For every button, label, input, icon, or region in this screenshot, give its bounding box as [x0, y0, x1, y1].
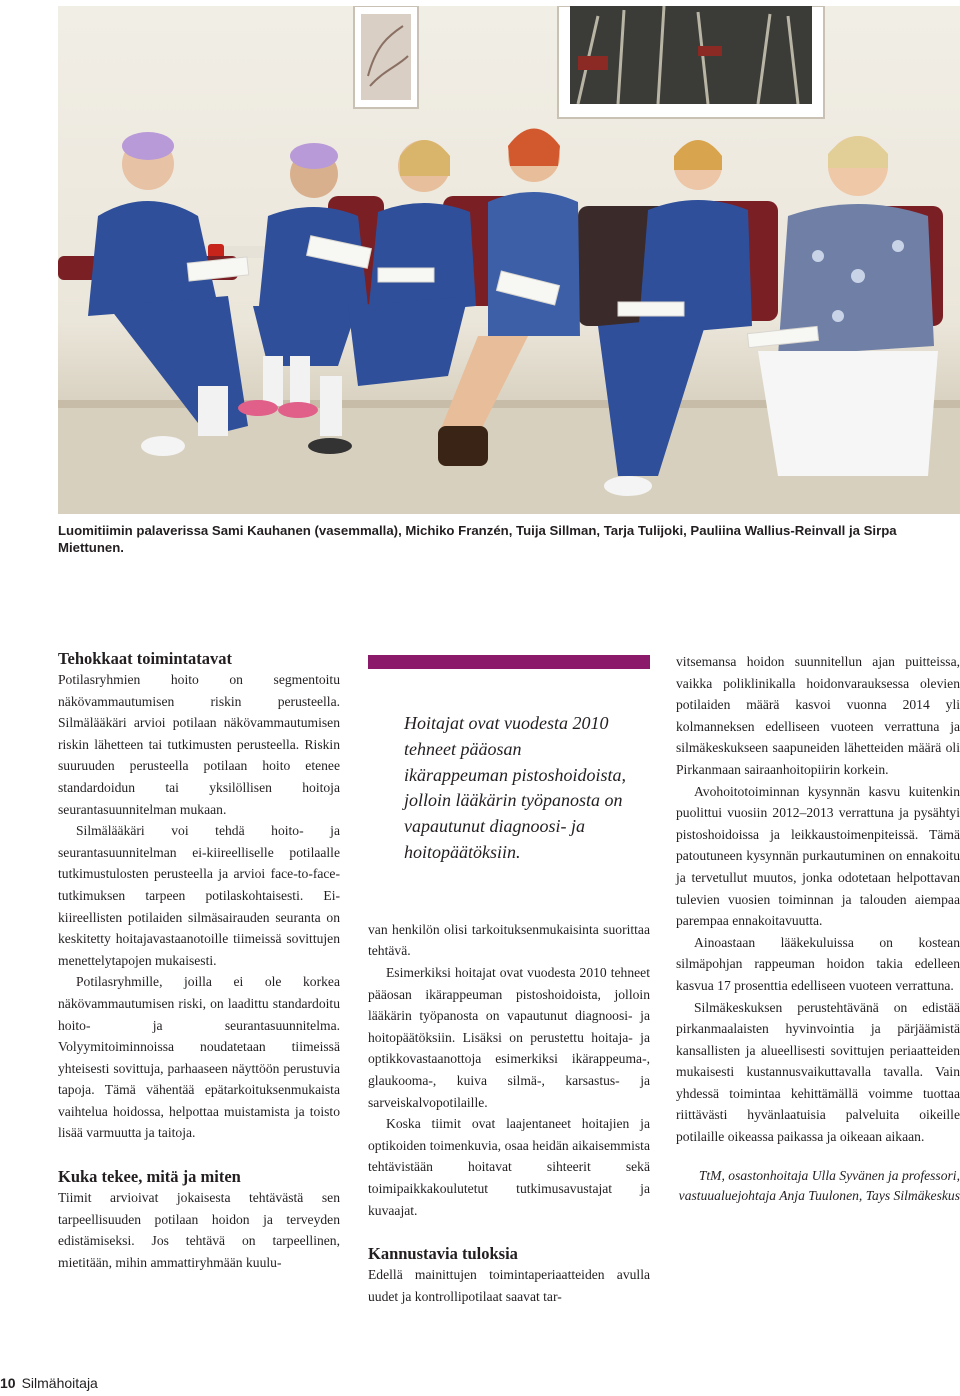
- photo-caption: Luomitiimin palaverissa Sami Kauhanen (vasemmalla), Michiko Franzén, Tuija Sillman, Tarja Tulijoki, Pauliina Wallius-Reinvall ja Sirpa Miettunen.: [58, 523, 897, 555]
- paragraph: Ainoastaan lääkekuluissa on kostean silmäpohjan rappeuman hoidon takia edelleen kasvua 17 prosenttia edelliseen vuoteen verrattuna.: [676, 934, 960, 993]
- paragraph: Avohoitotoiminnan kysynnän kasvu kuitenkin puolittui vuosiin 2012–2013 verrattuna ja pysähtyi pistoshoidoissa ja leikkaustoimenpiteissä. Tämä patoutuneen kysynnän purkautuminen on ennakoitu ja tervetullut muutos, jonka odotetaan helpottavan tulevien vuosien toiminnan ja talouden aiempaa parempaa ennakoitavuutta.: [676, 783, 960, 929]
- paragraph: Edellä mainittujen toimintaperiaatteiden avulla uudet ja kontrollipotilaat saavat tar-: [368, 1267, 650, 1304]
- column-2: [368, 655, 650, 1307]
- paragraph: van henkilön olisi tarkoituksenmukaisinta suorittaa tehtävä.: [368, 921, 650, 959]
- article-photo: [58, 6, 960, 514]
- paragraph: Silmälääkäri voi tehdä hoito- ja seurantasuunnitelman ei-kiireelliselle potilaalle tutkimustulosten perusteella ja arvioi face-to-face-tutkimuksen tarpeen potilaskohtaisesti. Ei-kiireellisten potilaiden silmäsairauden seuranta on keskitetty hoitajavastaanotoille tiimeissä sovittujen menettelytapojen mukaisesti.: [58, 823, 340, 968]
- paragraph: Silmäkeskuksen perustehtävänä on edistää pirkanmaalaisten hyvinvointia ja pärjäämistä kansallisten ja alueellisesti sovittujen periaatteiden mukaisesti kustannusvaikuttavalla tavalla. Vain yhdessä toimintaa kehittämällä voimme tuottaa riittävästi hyvänlaatuisia palveluita oikeille potilaille oikeassa paikassa ja oikeaan aikaan.: [676, 999, 960, 1145]
- wall-picture-small-art: [361, 14, 411, 100]
- column-3: [676, 651, 960, 1207]
- paragraph: Potilasryhmille, joilla ei ole korkea näkövammautumisen riski, on laadittu standardoitu hoito- ja seurantasuunnitelma. Volyymitoiminnoissa noudatetaan tiimeissä yhteisesti sovittuja, parhaaseen näyttöön perustuvia tapoja. Tämä vähentää epätarkoituksenmukaista vaihtelua hoidossa, helpottaa muistamista ja toisto lisää varmuutta ja taitoja.: [58, 974, 340, 1141]
- accent-bar: [368, 655, 650, 669]
- heading-kuka-tekee: Kuka tekee, mitä ja miten: [58, 1167, 241, 1187]
- paragraph: vitsemansa hoidon suunnitellun ajan puitteissa, vaikka poliklinikalla hoidonvarauksessa olevien potilaiden määrä kasvoi vuonna 2014 yli kolmanneksen edelliseen vuoteen verrattuna ja silmäkeskukseen saapuneiden lähetteiden määrä oli Pirkanmaan sairaanhoitopiirin korkein.: [676, 654, 960, 777]
- paragraph: Esimerkiksi hoitajat ovat vuodesta 2010 tehneet pääosan ikärappeuman pistoshoidoista, jolloin lääkärin työpanosta on vapautunut diagnoosi- ja hoitopäätöksiin. Lisäksi on perustettu hoitaja- ja optikkovastaanottoja esimerkiksi ikärappeuma-, glaukooma-, kuiva silmä-, karsastus- ja sarveiskalvopotilaille.: [368, 964, 650, 1110]
- wall-picture-large-art: [570, 6, 812, 104]
- heading-tehokkaat: Tehokkaat toimintatavat: [58, 649, 233, 668]
- person-6: [758, 136, 938, 476]
- heading-kannustavia: Kannustavia tuloksia: [368, 1244, 518, 1264]
- paragraph: Potilasryhmien hoito on segmentoitu näkövammautumisen riskin perusteella. Silmälääkäri arvioi potilaan näkövammautumisen riskin lähetteen tai tutkimusten perusteella. Riskin suuruuden perusteella potilaan hoito etenee standardoidun tai yksilöllisen hoitoja seurantasuunnitelman mukaan.: [58, 672, 340, 817]
- person-2: [238, 143, 368, 418]
- paragraph: Tiimit arvioivat jokaisesta tehtävästä sen tarpeellisuuden potilaan hoidon ja terveyden edistämiseksi. Jos tehtävä on tarpeellinen, mietitään, mihin ammattiryhmään kuulu-: [58, 1190, 340, 1270]
- column-1: [58, 648, 340, 1273]
- author-signature: TtM, osastonhoitaja Ulla Syvänen ja professori, vastuualuejohtaja Anja Tuulonen, Tays Silmäkeskus: [678, 1167, 960, 1204]
- paragraph: Koska tiimit ovat laajentaneet hoitajien ja optikoiden toimenkuvia, osaa heidän aikaisemmista tehtävistään hoitavat sihteerit sekä toimipaikkakoulutetut tutkimusavustajat ja kuvaajat.: [368, 1116, 650, 1218]
- pull-quote: Hoitajat ovat vuodesta 2010 tehneet pääosan ikärappeuman pistoshoidoista, jolloin lääkärin työpanosta on vapautunut diagnoosi- ja hoitopäätöksiin.: [404, 713, 627, 862]
- page-number: 10: [0, 1375, 16, 1391]
- photo-illustration: [58, 6, 960, 514]
- page-footer: [0, 1375, 98, 1391]
- magazine-name: Silmähoitaja: [21, 1375, 98, 1391]
